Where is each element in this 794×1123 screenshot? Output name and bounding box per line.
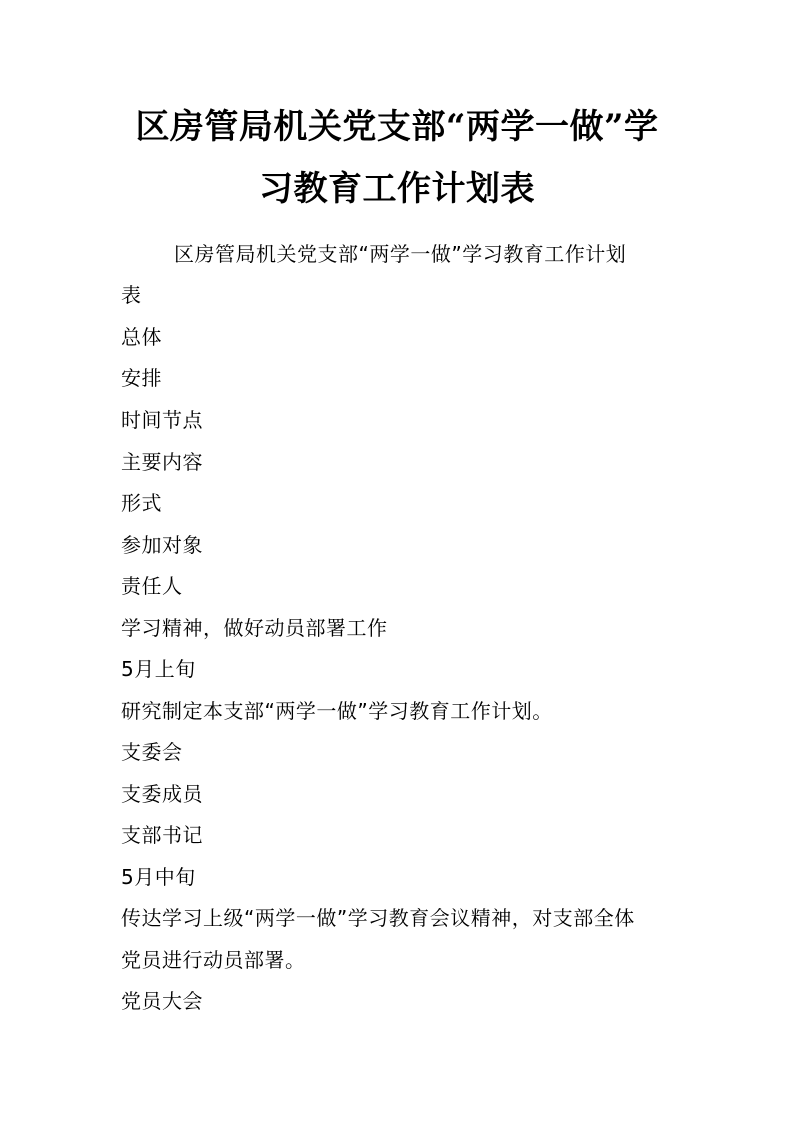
document-title-line-2: 习教育工作计划表 <box>259 169 535 209</box>
body-line: 责任人 <box>121 574 183 598</box>
body-line: 5月上旬 <box>121 657 196 681</box>
body-line: 支部书记 <box>121 823 203 847</box>
body-line: 党员进行动员部署。 <box>121 948 306 972</box>
body-line: 支委会 <box>121 740 183 764</box>
body-line: 5月中旬 <box>121 865 196 889</box>
body-line: 参加对象 <box>121 533 203 557</box>
body-line: 主要内容 <box>121 450 203 474</box>
document-title-line-1: 区房管局机关党支部“两学一做”学 <box>135 107 659 147</box>
body-line: 支委成员 <box>121 782 203 806</box>
body-line: 形式 <box>121 491 162 515</box>
body-line: 安排 <box>121 366 162 390</box>
body-line: 总体 <box>121 325 162 349</box>
body-line: 研究制定本支部“两学一做”学习教育工作计划。 <box>121 699 553 723</box>
body-line-intro: 区房管局机关党支部“两学一做”学习教育工作计划 <box>174 242 627 266</box>
body-line: 传达学习上级“两学一做”学习教育会议精神，对支部全体 <box>121 906 635 930</box>
body-line: 表 <box>121 283 142 307</box>
body-line: 学习精神，做好动员部署工作 <box>121 616 388 640</box>
body-line: 时间节点 <box>121 408 203 432</box>
body-line: 党员大会 <box>121 989 203 1013</box>
